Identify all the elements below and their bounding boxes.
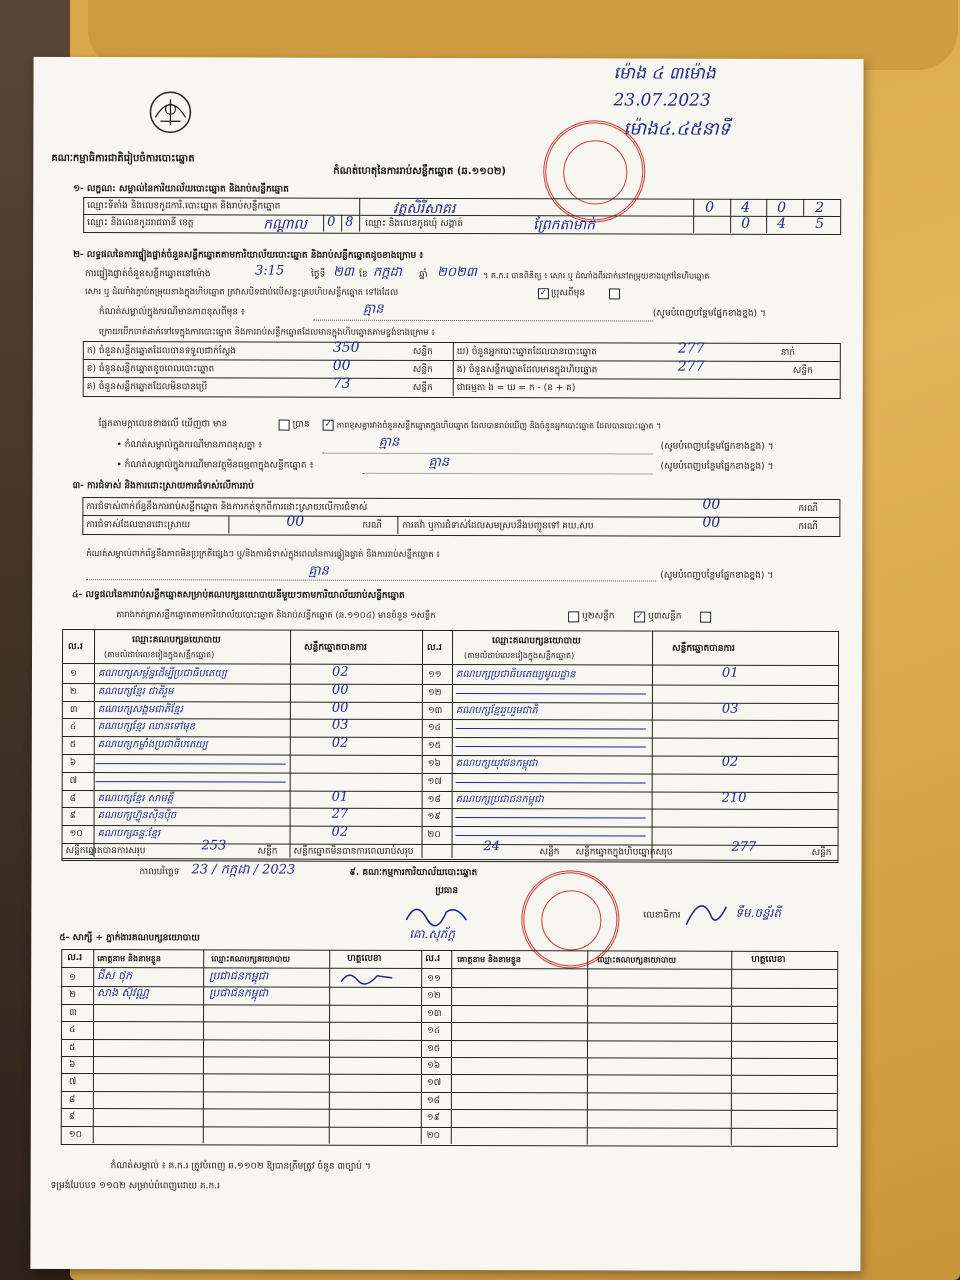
witness-left-no: ៩ — [68, 1112, 76, 1123]
station-code-4: 2 — [815, 199, 825, 216]
results-right-no: ១៤ — [427, 723, 442, 734]
witness-right-no: ១៧ — [426, 1078, 442, 1089]
note2-hint: (សូមបំពេញបន្ថែមផ្នែកខាងខ្នង) ។ — [660, 461, 774, 472]
province-label: ឈ្មោះ និងលេខកូដរាជធានី ខេត្ត — [87, 218, 194, 229]
polling-station-label: ឈ្មោះទីតាំង និងលេខកូដការិ.បោះឆ្នោត និងរាប់សន្លឹកឆ្នោត — [87, 201, 281, 212]
results-col-no-right: ល.រ — [427, 642, 442, 653]
total-valid-label: សន្លឹកឆ្នោតបានការសរុប — [65, 846, 146, 857]
results-left-votes: 02 — [331, 735, 349, 751]
results-right-votes: 02 — [721, 754, 739, 770]
results-col-votes-right: សន្លឹកឆ្នោតបានការ — [672, 643, 735, 654]
witness-left-name: សាង ស៊ុវណ្ណ — [97, 986, 149, 1000]
form-footer: ទម្រង់បែបបទ ១១០២ សម្រាប់បំពេញដោយ គ.ក.រ — [50, 1180, 220, 1192]
form-footnote: កំណត់សម្គាល់ ៖ គ.ក.រ ត្រូវបំពេញ ឆ.១១០២ ឱ្យបានត្រឹមត្រូវ ចំនួន ៣ច្បាប់ ។ — [110, 1161, 371, 1172]
total-invalid-label: សន្លឹកឆ្នោតមិនបានការពេលរាប់សរុប — [293, 846, 414, 857]
witness-left-no: ៦ — [68, 1060, 76, 1071]
section3-heading: ៣- ការជំទាស់ និងការដោះស្រាយការជំទាស់លើការរាប់ — [72, 481, 254, 492]
witness-left-no: ២ — [69, 990, 76, 1001]
resolved-unit: ករណី — [362, 520, 382, 531]
witness-col-sig-right: ហត្ថលេខា — [751, 954, 786, 965]
results-right-party: គណបក្សយុវជនកម្ពុជា — [455, 758, 538, 770]
commune-value: ព្រែកតាមាក់ — [533, 217, 596, 234]
objection-unit: ករណី — [798, 503, 818, 514]
witness-right-no: ១២ — [427, 991, 441, 1002]
secretary-signature — [681, 897, 731, 929]
sheet3-checkbox[interactable] — [700, 612, 711, 623]
witness-col-name-left: គោត្តនាម និងនាមខ្លួន — [97, 954, 161, 964]
form-title: កំណត់ហេតុនៃការរាប់សន្លឹកឆ្នោត (ឆ.១១០២) — [333, 165, 506, 178]
station-code-1: 0 — [705, 199, 715, 216]
nec-emblem-icon — [145, 87, 195, 137]
results-right-votes: 210 — [721, 790, 747, 806]
discrepancy-intro: ផ្អែកតាមក្ដាលេខខាងលើ ឃើញថា មាន — [98, 419, 228, 430]
results-left-no: ៤ — [69, 722, 77, 733]
results-left-no: ៧ — [69, 775, 78, 786]
tally-unused-label: គ) ចំនួនសន្លឹកឆ្នោតដែលមិនបានប្រើ — [86, 382, 208, 393]
forwarded-value: 00 — [702, 514, 721, 531]
signing-date-value: 23 / កក្កដា / 2023 — [191, 862, 296, 878]
witness-left-no: ១ — [69, 973, 77, 984]
totals-row — [61, 843, 838, 863]
witness-left-party: ប្រជាជនកម្ពុជា — [209, 969, 269, 983]
witness-table — [61, 949, 839, 1147]
station-code-3: 0 — [777, 199, 787, 216]
witness-left-party: ប្រជាជនកម្ពុជា — [209, 986, 269, 1000]
results-right-no: ១៧ — [427, 776, 442, 787]
note2-value: គ្មាន — [428, 454, 450, 471]
diff-note-label: កំណត់សម្គាល់ក្នុងករណីមានភាពខុសពីមុន ៖ — [98, 307, 245, 318]
total-invalid-unit: សន្លឹក — [539, 847, 560, 858]
sheet3-label: ឬ៣សន្លឹក — [648, 611, 682, 622]
province-value: កណ្ដាល — [263, 216, 307, 233]
secretary-label: លេខាធិការ — [643, 910, 681, 921]
tally-spoiled-unit: សន្លឹក — [412, 364, 433, 375]
witness-left-no: ៥ — [68, 1042, 76, 1053]
handwritten-time-note: ម៉ោង ៤ ៣ម៉ោង — [613, 63, 716, 84]
results-left-votes: 03 — [331, 718, 349, 734]
tally-received-label: ក) ចំនួនសន្លឹកឆ្នោតដែលបានទទួលជាក់ស្ដែង — [86, 346, 237, 357]
sheet2-checkbox[interactable]: ✓ — [635, 611, 644, 622]
handwritten-time: ម៉ោង៤.៤៥នាទី — [623, 118, 731, 140]
polling-station-value: វត្តសិរីសាគរ — [393, 200, 456, 218]
province-code-1: 0 — [327, 214, 336, 230]
total-valid-unit: សន្លឹក — [257, 846, 278, 857]
results-left-no: ១ — [69, 669, 77, 680]
results-left-votes: 00 — [331, 700, 349, 716]
chair-label: ប្រធាន — [435, 885, 459, 897]
results-left-party: គណបក្សសម្ព័ន្ធដើម្បីប្រជាធិបតេយ្យ — [97, 668, 227, 680]
witness-right-no: ១៩ — [426, 1113, 441, 1124]
handwritten-date: 23.07.2023 — [613, 90, 711, 111]
results-col-no-left: ល.រ — [68, 642, 83, 653]
results-col-party-left: ឈ្មោះគណបក្សនយោបាយ — [132, 635, 221, 646]
tally-received-value: 350 — [332, 339, 360, 356]
commune-label: ឈ្មោះ និងលេខកូដឃុំ សង្កាត់ — [365, 218, 463, 230]
discrepancy-rest: ភាពខុសគ្នារវាងចំនួនសន្លឹកឆ្នោតក្នុងហិបឆ្នោត ដែលបានរាប់ឃើញ និងចំនួនអ្នកបោះឆ្នោត ដែលបានបោះឆ្នោត ។ — [336, 420, 662, 431]
witness-col-no-right: ល.រ — [425, 953, 441, 964]
verify-day-label: ថ្ងៃទី — [311, 269, 326, 280]
results-left-votes: 27 — [331, 807, 349, 823]
witness-right-no: ១១ — [427, 973, 441, 984]
witness-col-sig-left: ហត្ថលេខា — [347, 953, 382, 964]
results-left-no: ២ — [69, 686, 77, 697]
results-left-party: គណបក្សឆន្ទៈខ្មែរ — [97, 828, 161, 840]
results-left-party: គណបក្សខ្មែរ ឈានទៅមុខ — [97, 721, 196, 733]
seal-same-checkbox[interactable]: ✓ — [539, 288, 548, 299]
witness-left-no: ៧ — [68, 1077, 77, 1088]
discrepancy-no-checkbox[interactable]: ✓ — [324, 419, 332, 430]
results-right-no: ១២ — [427, 687, 442, 698]
witness-right-no: ១៨ — [426, 1095, 441, 1106]
results-left-party: គណបក្សកម្លាំងប្រជាធិបតេយ្យ — [97, 739, 208, 751]
witness-col-party-left: ឈ្មោះគណបក្សនយោបាយ — [211, 954, 290, 964]
tally-spoiled-value: 00 — [332, 357, 351, 374]
discrepancy-yes-checkbox[interactable] — [279, 420, 290, 431]
verify-time-label: ការផ្ទៀងផ្ទាត់ចំនួនសន្លឹកឆ្នោតនៅម៉ោង — [85, 269, 211, 280]
ballot-count-form — [30, 57, 863, 1271]
resolved-label: ការជំទាស់ដែលបានដោះស្រាយ — [86, 520, 191, 531]
witness-left-no: ១០ — [68, 1129, 82, 1140]
witness-signature — [337, 968, 397, 988]
results-right-no: ១៨ — [427, 794, 441, 805]
total-box-label: សន្លឹកឆ្នោតក្នុងហិបឆ្នោតសរុប — [575, 847, 673, 858]
tally-voters-label: ឃ) ចំនួនអ្នកបោះឆ្នោតដែលបានបោះឆ្នោត — [456, 347, 597, 358]
witness-col-party-right: ឈ្មោះគណបក្សនយោបាយ — [597, 955, 676, 965]
witness-right-no: ១៥ — [426, 1043, 441, 1054]
results-right-no: ១៣ — [427, 705, 443, 716]
commune-code-3: 5 — [815, 215, 825, 232]
irregularity-note-value: គ្មាន — [308, 563, 329, 579]
sheet2-label: ឬ២សន្លឹក — [582, 611, 615, 622]
seal-inner-text: សោរ ឬ ដំណាំងភ្ជាប់តម្រុយខាងក្នុងហិបឆ្នោត ត្រវាសបិទជាប់លើសន្លះគ្របហិបសន្លឹកឆ្នោត ទៅងដែល — [84, 287, 399, 298]
seal-diff-checkbox[interactable] — [609, 288, 620, 299]
results-right-party: គណបក្សប្រជាធិបតេយ្យមូលដ្ឋាន — [455, 669, 576, 681]
tally-unused-unit: សន្លឹក — [412, 382, 433, 393]
total-box-unit: សន្លឹក — [811, 847, 832, 859]
witness-right-no: ២០ — [426, 1130, 440, 1141]
discrepancy-no-label: ប្រាន — [292, 419, 310, 430]
tally-spoiled-label: ខ) ចំនួនសន្លឹកឆ្នោតខូចពេលបោះឆ្នោត — [86, 364, 215, 375]
objection-label: ការជំទាស់ពាក់ព័ន្ធនឹងការរាប់សន្លឹកឆ្នោត និងការកត់ទុកពីការដោះស្រាយលើការជំទាស់ — [86, 502, 368, 513]
commune-code-1: 0 — [741, 215, 751, 232]
verify-month-value: កក្កដា — [373, 264, 402, 280]
forwarded-label: ការតវ៉ា ឬការជំទាស់ដែលសមស្រប​នឹងបញ្ជូនទៅ គឃ.សប — [402, 520, 594, 532]
tally-inbox-value: 277 — [677, 358, 705, 375]
verify-day-value: ២៣ — [333, 264, 354, 280]
results-left-no: ៣ — [69, 704, 78, 715]
results-left-no: ៥ — [69, 740, 77, 751]
verify-seal-text: ។ គ.ក.រ បានពិនិត្យ ៖ សោរ ឬ ដំណាំងពីរដាក់នៅតម្រុយខាងក្រៅនៃហិបឆ្នោត — [483, 271, 710, 281]
total-invalid-value: 24 — [483, 839, 501, 855]
diff-note-hint: (សូមបំពេញបន្ថែមផ្នែកខាងខ្នង) ។ — [652, 308, 766, 319]
station-code-2: 4 — [741, 199, 751, 216]
results-right-party: គណបក្សខ្មែររួបរួមជាតិ — [455, 704, 538, 716]
witness-right-no: ១៣ — [427, 1008, 442, 1019]
results-right-no: ១៦ — [427, 758, 441, 769]
tally-received-unit: សន្លឹក — [412, 346, 433, 357]
results-right-party: គណបក្សប្រជាជនកម្ពុជា — [455, 793, 544, 805]
results-right-no: ១៥ — [427, 741, 441, 752]
results-left-party: គណបក្សខ្មែរ ជាតិរួម — [97, 685, 174, 698]
tally-voters-value: 277 — [677, 340, 705, 357]
secretary-name: ទឹម.ចន្ទ័រតី — [735, 905, 782, 920]
results-left-votes: 01 — [331, 789, 349, 805]
section1-heading: ១- លក្ខណ: សម្គាល់នៃការិយាល័យបោះឆ្នោត និងរាប់សន្លឹកឆ្នោត — [73, 184, 289, 195]
results-right-no: ១៩ — [427, 812, 441, 823]
section5-heading: ៥- សាក្សី ÷ ភ្នាក់ងារគណបក្សនយោបាយ — [59, 932, 200, 944]
sheet1-checkbox[interactable] — [568, 611, 579, 622]
section4-heading: ៤- លទ្ធផលនៃការរាប់សន្លឹកឆ្នោតសម្រាប់គណបក្សនយោបាយនីមួយៗតាមការិយាល័យរាប់សន្លឹកឆ្នោត — [72, 590, 405, 601]
total-box-value: 277 — [731, 839, 757, 855]
witness-right-no: ១៦ — [426, 1060, 441, 1071]
results-left-no: ៨ — [69, 793, 77, 804]
results-right-votes: 03 — [721, 701, 739, 717]
results-right-no: ១១ — [427, 669, 442, 680]
results-right-no: ២០ — [427, 830, 441, 841]
results-left-votes: 02 — [331, 824, 349, 840]
verify-month-label: ខែ — [359, 269, 368, 280]
diff-note-value: គ្មាន — [362, 301, 384, 317]
objection-value: 00 — [702, 496, 721, 513]
tally-inbox-label: ង) ចំនួនសន្លឹកឆ្នោតដែលមានក្នុងហិបឆ្នោត — [456, 365, 598, 376]
witness-left-name: ជីស ថុក — [97, 969, 133, 983]
note1-hint: (សូមបំពេញបន្ថែមផ្នែកខាងខ្នង) ។ — [660, 441, 774, 452]
resolved-value: 00 — [286, 513, 305, 530]
witness-left-no: ៨ — [68, 1094, 76, 1105]
witness-col-name-right: គោត្តនាម និងនាមខ្លួន — [457, 955, 521, 965]
irregularity-note-hint: (សូមបំពេញបន្ថែមផ្នែកខាងខ្នង) ។ — [660, 570, 774, 581]
forwarded-unit: ករណី — [798, 521, 818, 532]
results-left-party: គណបក្សខ្មែរ សាមគ្គី — [97, 792, 174, 804]
committee-name: គណៈកម្មាធិការជាតិរៀបចំការបោះឆ្នោត — [51, 152, 195, 165]
results-col-party-right: ឈ្មោះគណបក្សនយោបាយ — [492, 636, 581, 647]
note1-label: • កំណត់សម្គាល់ក្នុងករណីមានភាពខុសគ្នា ៖ — [116, 440, 263, 451]
note2-label: • កំណត់សម្គាល់ក្នុងករណីមានវត្ថុមិនធម្មតាក្នុងសន្លឹកឆ្នោត ៖ — [116, 460, 314, 471]
verify-year-label: ឆ្នាំ — [419, 269, 428, 280]
count-intro-text: ក្រោយបើកចាត់ដាក់ទៅទេក្នុងការបោះឆ្នោត និងការរាប់សន្លឹកឆ្នោតដែលមានក្នុងហិបឆ្នោតតាមខ្ទង់ខាងក្រោម ៖ — [98, 327, 436, 338]
tally-inbox-unit: សន្លឹក — [792, 365, 813, 376]
results-right-votes: 01 — [721, 665, 739, 681]
total-valid-value: 253 — [201, 838, 227, 854]
sheet-count-text: តារាងកត់ត្រាសន្លឹកឆ្នោតតាមការិយាល័យបោះឆ្នោត និងរាប់សន្លឹកឆ្នោត (ឆ.១១០៤) មានចំនួន ១សន្លឹក — [116, 610, 436, 621]
results-left-party: គណបក្សហ៊្វុនស៊ិនប៉ិច — [97, 810, 177, 822]
verify-year-value: ២០២៣ — [437, 264, 478, 281]
polling-committee-label: ៩. គណៈកម្មការការិយាល័យបោះឆ្នោត — [349, 867, 478, 879]
witness-left-no: ៤ — [69, 1025, 76, 1036]
seal-same-label: ប្រុសពីមុន — [550, 288, 586, 299]
results-left-party: គណបក្សសង្គមជាតិខ្មែរ — [97, 703, 183, 715]
tally-unused-value: 73 — [332, 375, 351, 392]
results-left-no: ៩ — [69, 811, 76, 822]
verify-time-value: 3:15 — [255, 263, 285, 279]
note1-value: គ្មាន — [378, 434, 400, 450]
section2-heading: ២- លទ្ធផលនៃការផ្ទៀងផ្ទាត់ចំនួនសន្លឹកឆ្នោតតាមការិយាល័យបោះឆ្នោត និងរាប់សន្លឹកឆ្នោតដូចខាងក្រោម ៖ — [73, 250, 424, 261]
tally-voters-unit: នាក់ — [780, 347, 796, 358]
province-code-2: 8 — [345, 214, 354, 230]
commune-code-2: 4 — [777, 215, 787, 232]
results-col-party-sub-left: (តាមលំដាប់លេខរៀងក្នុងសន្លឹកឆ្នោត) — [104, 650, 215, 660]
chair-name: គោ.សុភ័ក្ត — [409, 926, 456, 942]
witness-right-no: ១៤ — [427, 1026, 441, 1037]
results-left-no: ១០ — [69, 829, 83, 840]
results-col-votes-left: សន្លឹកឆ្នោតបានការ — [304, 642, 367, 653]
results-left-no: ៦ — [69, 758, 77, 769]
results-left-votes: 02 — [331, 664, 349, 680]
results-left-votes: 00 — [331, 682, 349, 698]
results-col-party-sub-right: (តាមលំដាប់លេខរៀងក្នុងសន្លឹកឆ្នោត) — [464, 651, 575, 661]
witness-col-no-left: ល.រ — [67, 953, 83, 964]
tally-formula: ជាធម្មតា ង = ឃ = ក - (ខ + គ) — [456, 383, 576, 394]
signing-date-label: កាលបរិច្ឆេទ — [139, 867, 180, 878]
irregularity-note-label: កំណត់សម្គាល់ពាក់ព័ន្ធនឹងភាពមិនប្រក្រតីផ្សេងៗ ឬ/និងការជំទាស់ក្នុងពេលនៃការផ្ទៀងផ្ទាត់ និងការរាប់សន្លឹកឆ្នោត ៖ — [86, 549, 441, 560]
witness-left-no: ៣ — [69, 1007, 77, 1018]
